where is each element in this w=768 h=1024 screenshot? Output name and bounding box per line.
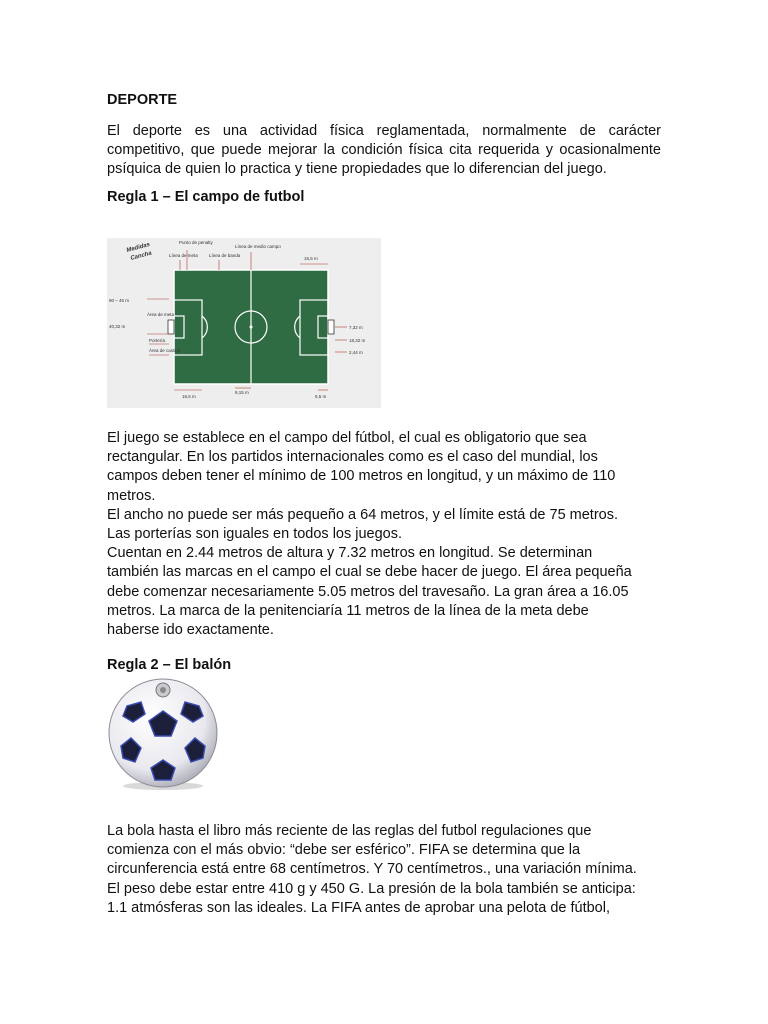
label-dim-7-32: 7,32 m [349, 325, 363, 330]
label-dim-16-5-bottom: 16,5 m [182, 394, 196, 399]
soccer-ball-image [107, 676, 219, 792]
center-spot [250, 326, 253, 329]
label-dim-16-5-top: 16,5 m [304, 256, 318, 261]
text-line: comienza con el más obvio: “debe ser esférico”. FIFA se determina que la [107, 842, 581, 859]
text-line: 1.1 atmósferas son las ideales. La FIFA antes de aprobar una pelota de fútbol, [107, 899, 610, 916]
label-linea-medio: Línea de medio campo [235, 244, 281, 249]
text-line: El ancho no puede ser más pequeño a 64 metros, y el límite está de 75 metros. [107, 506, 619, 523]
label-dim-40-32: 40,32 m [109, 324, 126, 329]
rule-2-body [107, 822, 661, 918]
right-goal [328, 320, 334, 334]
label-linea-banda: Línea de banda [209, 253, 241, 258]
text-line: La bola hasta el libro más reciente de las reglas del futbol regulaciones que [107, 823, 592, 839]
label-dim-18-32: 18,32 m [349, 338, 366, 343]
label-punto-penalty: Punto de penalty [179, 240, 213, 245]
text-line: El peso debe estar entre 410 g y 450 G. La presión de la bola también se anticipa: [107, 880, 636, 897]
text-line: Cuentan en 2.44 metros de altura y 7.32 metros en longitud. Se determinan [107, 545, 593, 562]
soccer-field-diagram [107, 238, 381, 408]
label-dim-5-5: 5,5 m [315, 394, 327, 399]
label-dim-90-45: 90 – 45 m [109, 298, 130, 303]
text-line: Las porterías son iguales en todos los juegos. [107, 526, 403, 543]
text-line: metros. [107, 487, 156, 504]
label-area-castigo: Área de castigo [149, 348, 181, 353]
intro-paragraph: El deporte es una actividad física reglamentada, normalmente de carácter competitivo, que puede mejorar la condición física cita requerida y ocasionalmente psíquica de quien lo practica y tiene propiedades que lo diferencian del juego. [107, 123, 661, 177]
text-line: circunferencia está entre 68 centímetros. Y 70 centímetros., una variación mínima. [107, 861, 637, 878]
label-area-meta: Área de meta [147, 312, 175, 317]
corner-label-1: Medidas [125, 241, 151, 254]
text-line: rectangular. En los partidos internacionales como es el caso del mundial, los [107, 449, 598, 466]
left-goal [168, 320, 174, 334]
label-dim-9-15: 9,15 m [235, 390, 249, 395]
text-line: haberse ido exactamente. [107, 622, 274, 639]
label-dim-2-44: 2,44 m [349, 350, 363, 355]
ball-valve-center [160, 687, 166, 693]
rule-1-heading: Regla 1 – El campo de futbol [107, 189, 305, 205]
text-line: debe comenzar necesariamente 5.05 metros del travesaño. La gran área a 16.05 [107, 583, 629, 600]
text-line: campos deben tener el mínimo de 100 metros en longitud, y un máximo de 110 [107, 468, 616, 485]
rule-1-body [107, 429, 661, 640]
text-line: El juego se establece en el campo del fútbol, el cual es obligatorio que sea [107, 430, 587, 446]
text-line: también las marcas en el campo el cual se debe hacer de juego. El área pequeña [107, 564, 632, 581]
corner-label-2: Cancha [129, 250, 153, 262]
label-porteria: Portería [149, 338, 166, 343]
text-line: metros. La marca de la penitenciaría 11 metros de la línea de la meta debe [107, 602, 589, 619]
rule-2-heading: Regla 2 – El balón [107, 657, 232, 673]
label-linea-meta: Línea de meta [169, 253, 198, 258]
page-title: DEPORTE [107, 92, 178, 108]
